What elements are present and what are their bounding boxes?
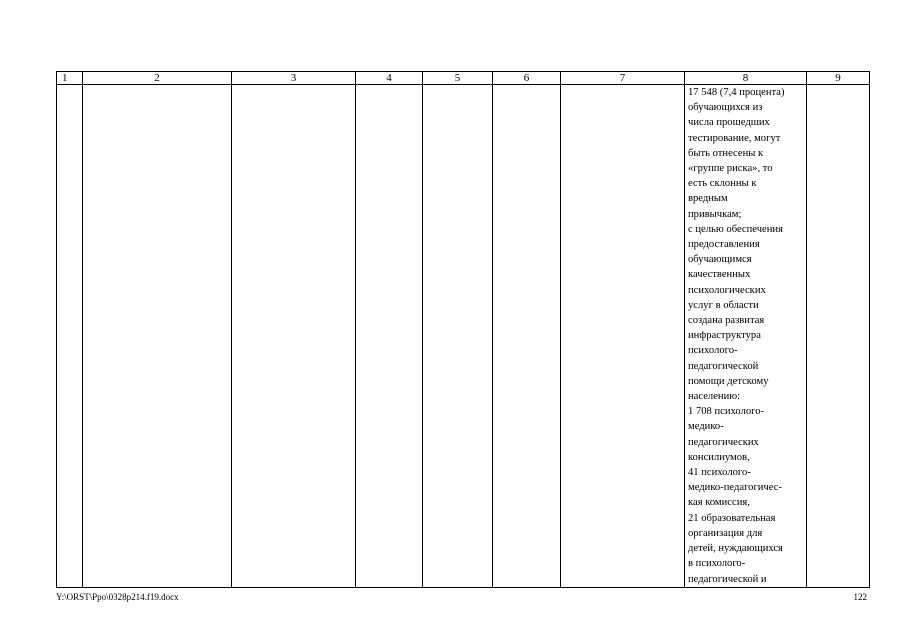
text-line: педагогической <box>688 360 759 372</box>
text-line: 1 708 психолого- <box>688 406 765 418</box>
header-row <box>57 72 870 85</box>
table-cell-col-2 <box>83 85 232 588</box>
text-line: населению: <box>688 391 741 403</box>
text-line: в психолого- <box>688 558 746 570</box>
text-line: есть склонны к <box>688 178 757 190</box>
column-header-6: 6 <box>493 72 561 85</box>
text-line: создана развитая <box>688 315 765 327</box>
column-header-8: 8 <box>685 72 807 85</box>
table-cell-col-1 <box>57 85 83 588</box>
table-cell-col-4 <box>356 85 423 588</box>
text-line: медико-педагогичес- <box>688 482 782 494</box>
document-table <box>56 71 870 588</box>
column-header-5: 5 <box>423 72 493 85</box>
text-line: консилиумов, <box>688 451 750 463</box>
text-line: 17 548 (7,4 процента) <box>688 87 785 98</box>
text-line: 41 психолого- <box>688 467 751 479</box>
text-line: детей, нуждающихся <box>688 543 783 555</box>
table-cell-col-3 <box>232 85 356 588</box>
text-line: качественных <box>688 269 751 281</box>
text-line: педагогических <box>688 436 759 448</box>
text-line: кая комиссия, <box>688 497 750 509</box>
text-line: инфраструктура <box>688 330 761 342</box>
table-cell-col-5 <box>423 85 493 588</box>
text-line: психолого- <box>688 345 738 357</box>
column-header-7: 7 <box>561 72 685 85</box>
table-row <box>57 85 870 588</box>
column-8-text <box>685 85 806 587</box>
text-line: обучающимся <box>688 254 752 266</box>
table-cell-col-8 <box>685 85 807 588</box>
text-line: тестирование, могут <box>688 132 781 144</box>
table-cell-col-7 <box>561 85 685 588</box>
text-line: медико- <box>688 421 724 433</box>
text-line: числа прошедших <box>688 117 770 129</box>
text-line: с целью обеспечения <box>688 223 783 235</box>
column-header-1: 1 <box>57 72 83 85</box>
column-header-3: 3 <box>232 72 356 85</box>
text-line: обучающихся из <box>688 102 763 114</box>
text-line: вредным <box>688 193 728 205</box>
text-line: 21 образовательная <box>688 512 776 524</box>
text-line: привычкам; <box>688 208 742 220</box>
column-header-9: 9 <box>807 72 870 85</box>
table-cell-col-9 <box>807 85 870 588</box>
column-header-2: 2 <box>83 72 232 85</box>
text-line: предоставления <box>688 239 760 251</box>
page-number: 122 <box>853 592 867 602</box>
text-line: организация для <box>688 527 763 539</box>
table-cell-col-6 <box>493 85 561 588</box>
text-line: услуг в области <box>688 299 759 311</box>
text-line: психологических <box>688 284 766 296</box>
text-line: помощи детскому <box>688 375 769 387</box>
text-line: «группе риска», то <box>688 163 773 175</box>
text-line: педагогической и <box>688 573 767 585</box>
footer-file-path: Y:\ORST\Ppo\0328p214.f19.docx <box>56 592 179 602</box>
text-line: быть отнесены к <box>688 147 764 159</box>
column-header-4: 4 <box>356 72 423 85</box>
